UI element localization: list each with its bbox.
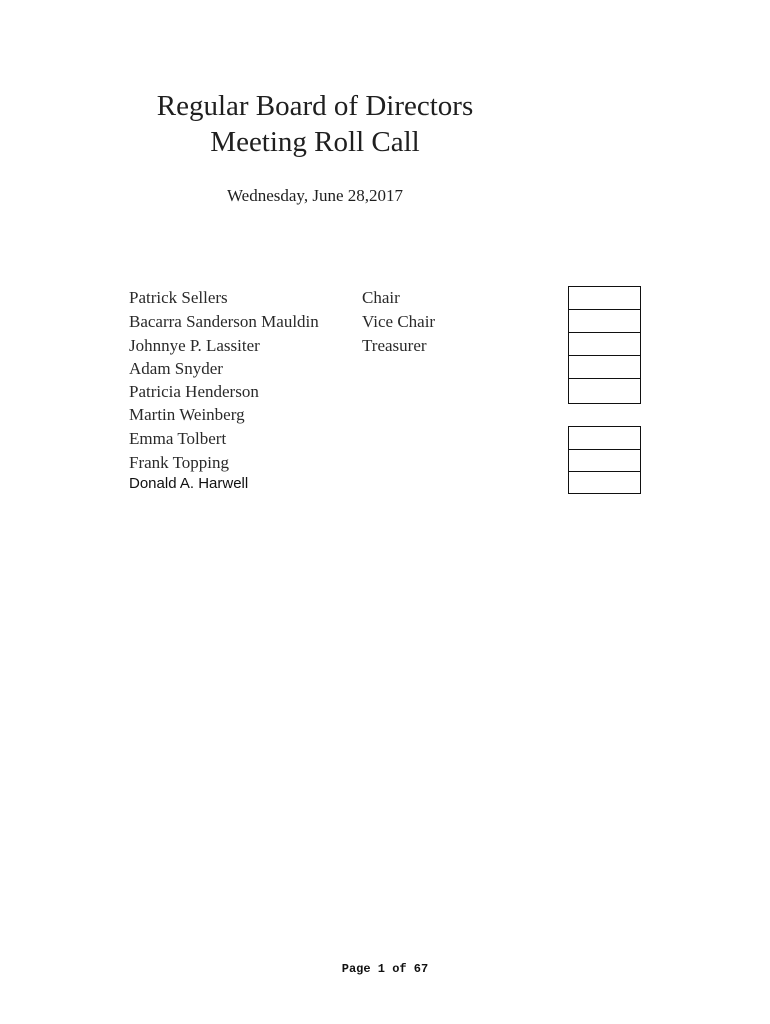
member-role: Vice Chair	[362, 312, 436, 331]
attendance-box[interactable]	[568, 378, 641, 404]
attendance-box[interactable]	[568, 332, 641, 357]
member-name: Patricia Henderson	[129, 382, 259, 401]
title-line-1: Regular Board of Directors	[156, 90, 474, 122]
title-line-2: Meeting Roll Call	[210, 126, 420, 158]
attendance-box[interactable]	[568, 449, 641, 473]
member-role: Treasurer	[362, 336, 427, 355]
attendance-box[interactable]	[568, 355, 641, 380]
page-number: Page 1 of 67	[341, 962, 429, 976]
member-name: Donald A. Harwell	[129, 475, 249, 492]
member-name: Emma Tolbert	[129, 429, 227, 448]
member-name: Frank Topping	[129, 453, 230, 472]
attendance-box[interactable]	[568, 471, 641, 494]
member-name: Patrick Sellers	[129, 288, 228, 307]
member-role: Chair	[362, 288, 400, 307]
member-name: Bacarra Sanderson Mauldin	[129, 312, 319, 331]
attendance-box[interactable]	[568, 286, 641, 311]
member-name: Adam Snyder	[129, 359, 223, 378]
attendance-box[interactable]	[568, 426, 641, 451]
meeting-date: Wednesday, June 28,2017	[227, 186, 403, 205]
member-name: Johnnye P. Lassiter	[129, 336, 260, 355]
member-name: Martin Weinberg	[129, 405, 245, 424]
attendance-box[interactable]	[568, 309, 641, 334]
